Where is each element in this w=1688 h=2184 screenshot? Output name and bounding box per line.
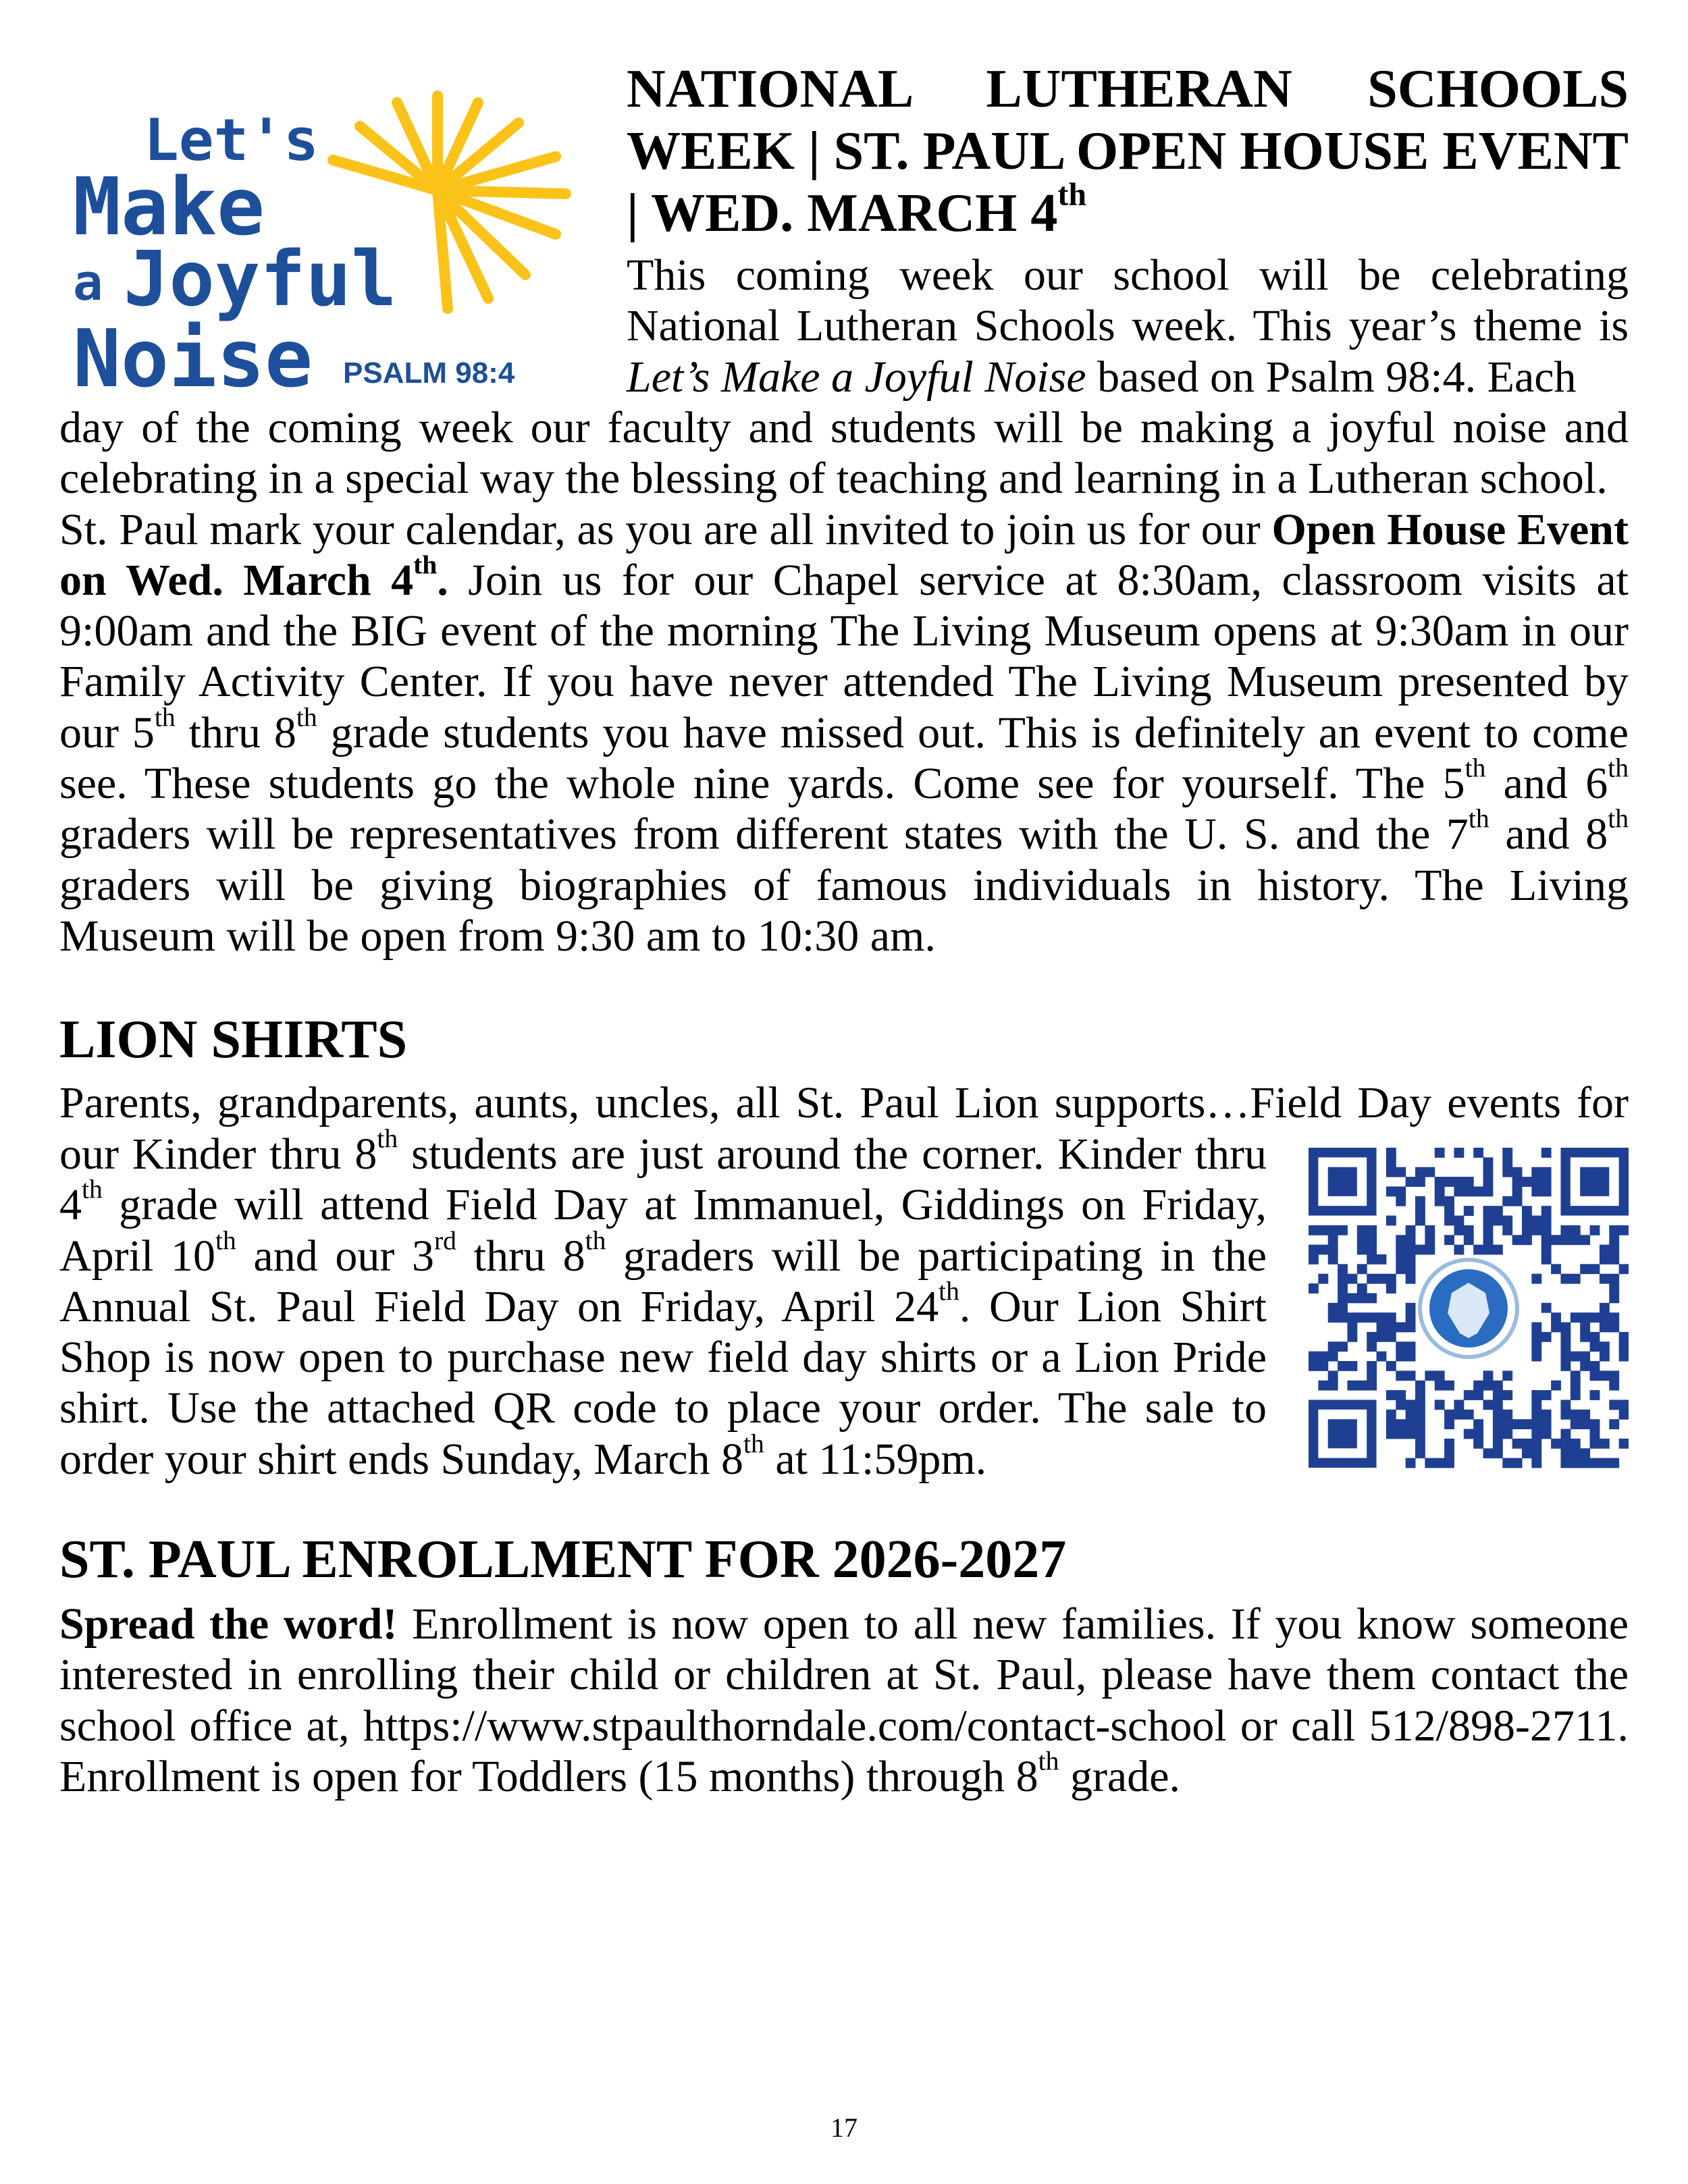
open-house-paragraph: St. Paul mark your calendar, as you are all invited to join us for our Open House Event on Wed. March 4th. Join us for our Chapel service at 8:30am, classroom visits at 9:00am and the BIG event of the morning The Living Museum opens at 9:30am in our Family Activity Center. If you have never attended The Living Museum presented by our 5th thru 8th grade students you have missed out. This is definitely an event to come see. These students go the whole nine yards. Come see for yourself. The 5th and 6th graders will be representatives from different states with the U. S. and the 7th and 8th graders will be giving biographies of famous individuals in history. The Living Museum will be open from 9:30 am to 10:30 am. bbox=[59, 504, 1629, 961]
schools-week-paragraph: day of the coming week our faculty and students will be making a joyful noise and celebrating in a special way the blessing of teaching and learning in a Lutheran school. bbox=[59, 403, 1629, 504]
logo-line-3b: Joyful bbox=[124, 236, 397, 323]
qr-code-icon bbox=[1309, 1148, 1629, 1469]
schools-week-intro: This coming week our school will be celebrating National Lutheran Schools week. This year’s theme is Let’s Make a Joyful Noise based on Psalm 98:4. Each bbox=[627, 250, 1629, 402]
joyful-noise-logo bbox=[59, 89, 573, 406]
logo-verse: PSALM 98:4 bbox=[343, 356, 515, 390]
logo-line-3a: a bbox=[73, 254, 103, 312]
lion-shirts-intro: Parents, grandparents, aunts, uncles, all St. Paul Lion supports…Field Day events for bbox=[59, 1078, 1629, 1127]
logo-line-2: Make bbox=[73, 160, 265, 253]
open-house-heading: NATIONAL LUTHERAN SCHOOLS WEEK | ST. PAUL OPEN HOUSE EVENT | WED. MARCH 4th bbox=[627, 59, 1629, 243]
enrollment-heading: ST. PAUL ENROLLMENT FOR 2026-2027 bbox=[59, 1530, 1067, 1589]
lion-shirts-paragraph: our Kinder thru 8th students are just around the corner. Kinder thru 4th grade will attend Field Day at Immanuel, Giddings on Friday, April 10th and our 3rd thru 8th graders will be participating in the Annual St. Paul Field Day on Friday, April 24th. Our Lion Shirt Shop is now open to purchase new field day shirts or a Lion Pride shirt. Use the attached QR code to place your order. The sale to order your shirt ends Sunday, March 8th at 11:59pm. bbox=[59, 1123, 1267, 1484]
logo-line-4: Noise bbox=[73, 312, 313, 405]
theme-title: Let’s Make a Joyful Noise bbox=[627, 352, 1086, 402]
lion-shirts-heading: LION SHIRTS bbox=[59, 1010, 408, 1069]
enrollment-paragraph: Spread the word! Enrollment is now open to all new families. If you know someone interested in enrolling their child or children at St. Paul, please have them contact the school office at, https://www.stpaulthorndale.com/contact-school or call 512/898-2711. Enrollment is open for Toddlers (15 months) through 8th grade. bbox=[59, 1599, 1629, 1801]
shirt-order-qr-code[interactable] bbox=[1309, 1148, 1629, 1469]
open-house-body bbox=[59, 402, 1629, 961]
page-number: 17 bbox=[830, 2112, 858, 2143]
logo-line-1: Let's bbox=[144, 107, 319, 174]
logo-graphic bbox=[59, 89, 573, 406]
